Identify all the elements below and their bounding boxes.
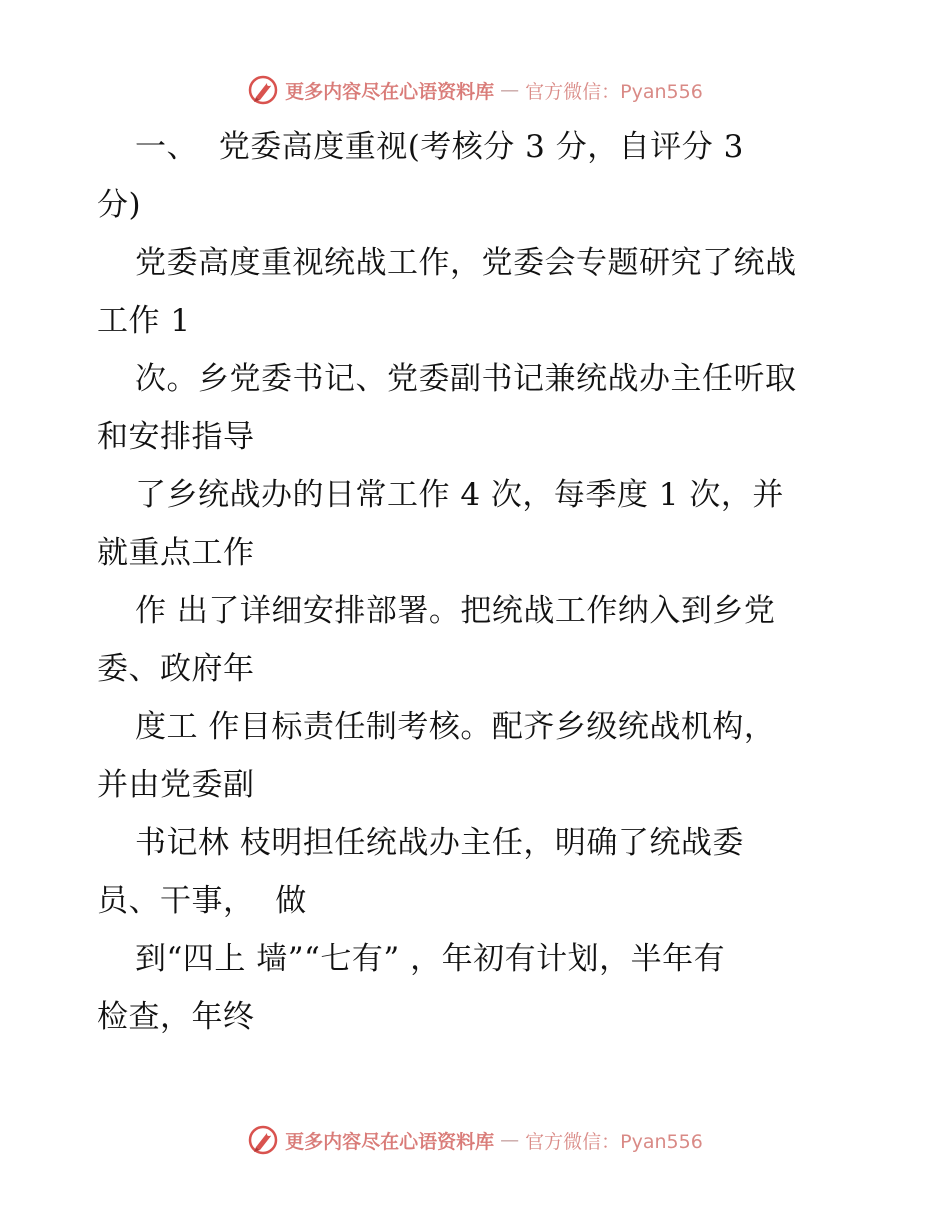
heading-line: 一、 党委高度重视(考核分 3 分，自评分 3 <box>135 129 744 165</box>
text-line: 员、干事， 做 <box>97 883 307 919</box>
document-body <box>97 118 857 1046</box>
pen-logo-icon <box>247 1124 279 1156</box>
watermark-separator: — <box>500 1129 520 1151</box>
text-line: 作 出了详细安排部署。把统战工作纳入到乡党 <box>135 593 776 629</box>
watermark-footer <box>0 1122 950 1158</box>
watermark-site-text: 更多内容尽在心语资料库 <box>285 80 495 103</box>
text-line: 工作 1 <box>97 303 191 339</box>
watermark-contact: 官方微信：Pyan556 <box>525 1130 703 1153</box>
watermark-separator: — <box>500 79 520 101</box>
text-line: 书记林 枝明担任统战办主任，明确了统战委 <box>135 825 744 861</box>
text-line: 党委高度重视统战工作，党委会专题研究了统战 <box>135 245 797 281</box>
watermark-contact: 官方微信：Pyan556 <box>525 80 703 103</box>
text-line: 次。乡党委书记、党委副书记兼统战办主任听取 <box>135 361 797 397</box>
text-line: 到“四上 墙”“七有” ，年初有计划，半年有 <box>135 941 726 977</box>
text-line: 委、政府年 <box>97 651 255 687</box>
text-line: 并由党委副 <box>97 767 255 803</box>
text-line: 检查，年终 <box>97 999 255 1035</box>
text-line: 就重点工作 <box>97 535 255 571</box>
text-line: 分) <box>97 187 142 223</box>
text-line: 了乡统战办的日常工作 4 次，每季度 1 次，并 <box>135 477 784 513</box>
watermark-site-text: 更多内容尽在心语资料库 <box>285 1130 495 1153</box>
pen-logo-icon <box>247 74 279 106</box>
text-line: 度工 作目标责任制考核。配齐乡级统战机构， <box>135 709 776 745</box>
watermark-header <box>0 72 950 108</box>
text-line: 和安排指导 <box>97 419 255 455</box>
